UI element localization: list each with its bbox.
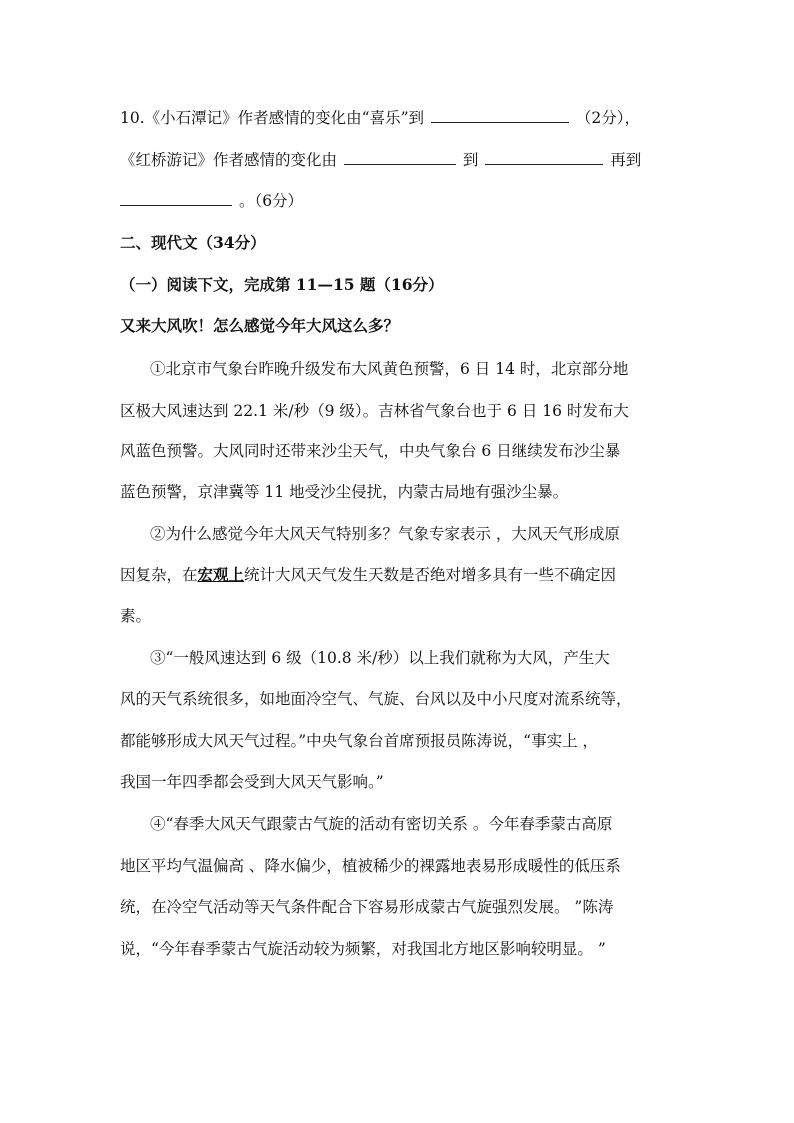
- paragraph-1-line: 风蓝色预警。大风同时还带来沙尘天气，中央气象台 6 日继续发布沙尘暴: [120, 442, 621, 460]
- paragraph-3-line: 都能够形成大风天气过程。”中央气象台首席预报员陈涛说，“事实上 ，: [120, 732, 599, 750]
- paragraph-2-line: [120, 565, 616, 585]
- paragraph-4-line: 地区平均气温偏高 、降水偏少，植被稀少的裸露地表易形成暖性的低压系: [120, 857, 621, 875]
- q10-line-2: [120, 150, 641, 170]
- q10-score-2: 。（6分）: [238, 192, 304, 210]
- underlined-term: 宏观上: [197, 565, 245, 584]
- paragraph-4-line: ④“春季大风天气跟蒙古气旋的活动有密切关系 。今年春季蒙古高原: [150, 815, 613, 833]
- q10-text-1: 10.《小石潭记》作者感情的变化由“喜乐”到: [120, 109, 424, 127]
- q10-line-1: [120, 108, 640, 128]
- q10-text-2: 《红桥游记》作者感情的变化由: [120, 151, 338, 169]
- paragraph-2-text: 因复杂，在: [120, 566, 198, 584]
- answer-blank-3[interactable]: [485, 150, 603, 165]
- paragraph-4-line: 说，“今年春季蒙古气旋活动较为频繁，对我国北方地区影响较明显。 ”: [120, 940, 606, 958]
- q10-text-4: 再到: [610, 151, 642, 169]
- answer-blank-2[interactable]: [344, 150, 456, 165]
- paragraph-2-line: ②为什么感觉今年大风天气特别多？气象专家表示 ，大风天气形成原: [150, 525, 620, 543]
- paragraph-3-line: ③“一般风速达到 6 级（10.8 米/秒）以上我们就称为大风，产生大: [150, 649, 610, 667]
- paragraph-4-line: 统，在冷空气活动等天气条件配合下容易形成蒙古气旋强烈发展。 ”陈涛: [120, 898, 614, 916]
- section-heading: 二、现代文（34分）: [120, 233, 266, 252]
- article-title: 又来大风吹！怎么感觉今年大风这么多？: [120, 316, 400, 335]
- paragraph-2-line: 素。: [120, 607, 152, 625]
- paragraph-1-line: 区极大风速达到 22.1 米/秒（9 级）。吉林省气象台也于 6 日 16 时发布大: [120, 402, 629, 420]
- subsection-heading: （一）阅读下文，完成第 11—15 题（16分）: [120, 275, 444, 294]
- paragraph-2-text: 统计大风天气发生天数是否绝对增多具有一些不确定因: [244, 566, 617, 584]
- answer-blank-1[interactable]: [431, 108, 569, 123]
- q10-line-3: [120, 191, 303, 211]
- paragraph-3-line: 风的天气系统很多，如地面冷空气、气旋、台风以及中小尺度对流系统等，: [120, 690, 632, 708]
- answer-blank-4[interactable]: [120, 191, 232, 206]
- q10-text-3: 到: [462, 151, 479, 169]
- paragraph-1-line: ①北京市气象台昨晚升级发布大风黄色预警，6 日 14 时，北京部分地: [150, 360, 629, 378]
- q10-score-1: （2分），: [575, 109, 640, 127]
- paragraph-3-line: 我国一年四季都会受到大风天气影响。”: [120, 773, 384, 791]
- paragraph-1-line: 蓝色预警，京津冀等 11 地受沙尘侵扰，内蒙古局地有强沙尘暴。: [120, 483, 569, 501]
